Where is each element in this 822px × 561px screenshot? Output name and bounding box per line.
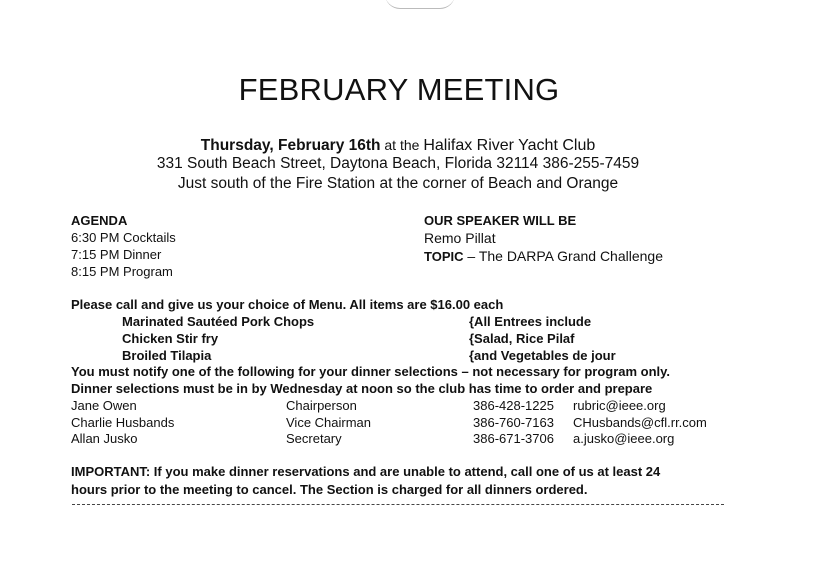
page-title: FEBRUARY MEETING (238, 72, 560, 107)
venue-address: 331 South Beach Street, Daytona Beach, Florida 32114 386-255-7459 (156, 155, 640, 172)
menu-note: {All Entrees include (469, 314, 592, 329)
menu-item: Marinated Sautéed Pork Chops (122, 314, 315, 329)
contact-phone: 386-671-3706 (473, 431, 554, 446)
agenda-item: 7:15 PM Dinner (71, 247, 162, 262)
meeting-date: Thursday, February 16th (200, 137, 381, 154)
contact-phone: 386-428-1225 (473, 398, 554, 413)
contact-email: a.jusko@ieee.org (573, 431, 675, 446)
contact-name: Jane Owen (71, 398, 137, 413)
speaker-name: Remo Pillat (424, 230, 496, 246)
topic-label: TOPIC (424, 249, 464, 264)
menu-item: Chicken Stir fry (122, 331, 219, 346)
dashed-divider (72, 504, 724, 505)
contact-email: rubric@ieee.org (573, 398, 666, 413)
contact-role: Vice Chairman (286, 415, 372, 430)
contact-name: Allan Jusko (71, 431, 138, 446)
important-notice-line: hours prior to the meeting to cancel. The Section is charged for all dinners ordered. (71, 482, 588, 497)
contact-phone: 386-760-7163 (473, 415, 554, 430)
important-notice-line: IMPORTANT: If you make dinner reservations and are unable to attend, call one of us at least 24 (71, 464, 661, 479)
scan-artifact (385, 0, 455, 9)
notify-instruction: You must notify one of the following for your dinner selections – not necessary for program only. (71, 364, 671, 379)
speaker-topic (424, 248, 663, 264)
date-venue-line (0, 137, 796, 155)
menu-intro: Please call and give us your choice of Menu. All items are $16.00 each (71, 297, 504, 312)
contact-name: Charlie Husbands (71, 415, 175, 430)
agenda-item: 8:15 PM Program (71, 264, 173, 279)
speaker-heading: OUR SPEAKER WILL BE (424, 213, 577, 228)
agenda-item: 6:30 PM Cocktails (71, 230, 176, 245)
menu-note: {Salad, Rice Pilaf (469, 331, 575, 346)
date-venue-connector: at the (380, 137, 424, 153)
selection-deadline: Dinner selections must be in by Wednesday at noon so the club has time to order and prepare (71, 381, 653, 396)
menu-item: Broiled Tilapia (122, 348, 212, 363)
contact-role: Chairperson (286, 398, 357, 413)
venue-directions: Just south of the Fire Station at the corner of Beach and Orange (177, 175, 619, 192)
contact-role: Secretary (286, 431, 342, 446)
menu-note: {and Vegetables de jour (469, 348, 616, 363)
venue-name: Halifax River Yacht Club (423, 137, 596, 154)
contact-email: CHusbands@cfl.rr.com (573, 415, 707, 430)
agenda-heading: AGENDA (71, 213, 128, 228)
topic-text: – The DARPA Grand Challenge (463, 248, 663, 264)
